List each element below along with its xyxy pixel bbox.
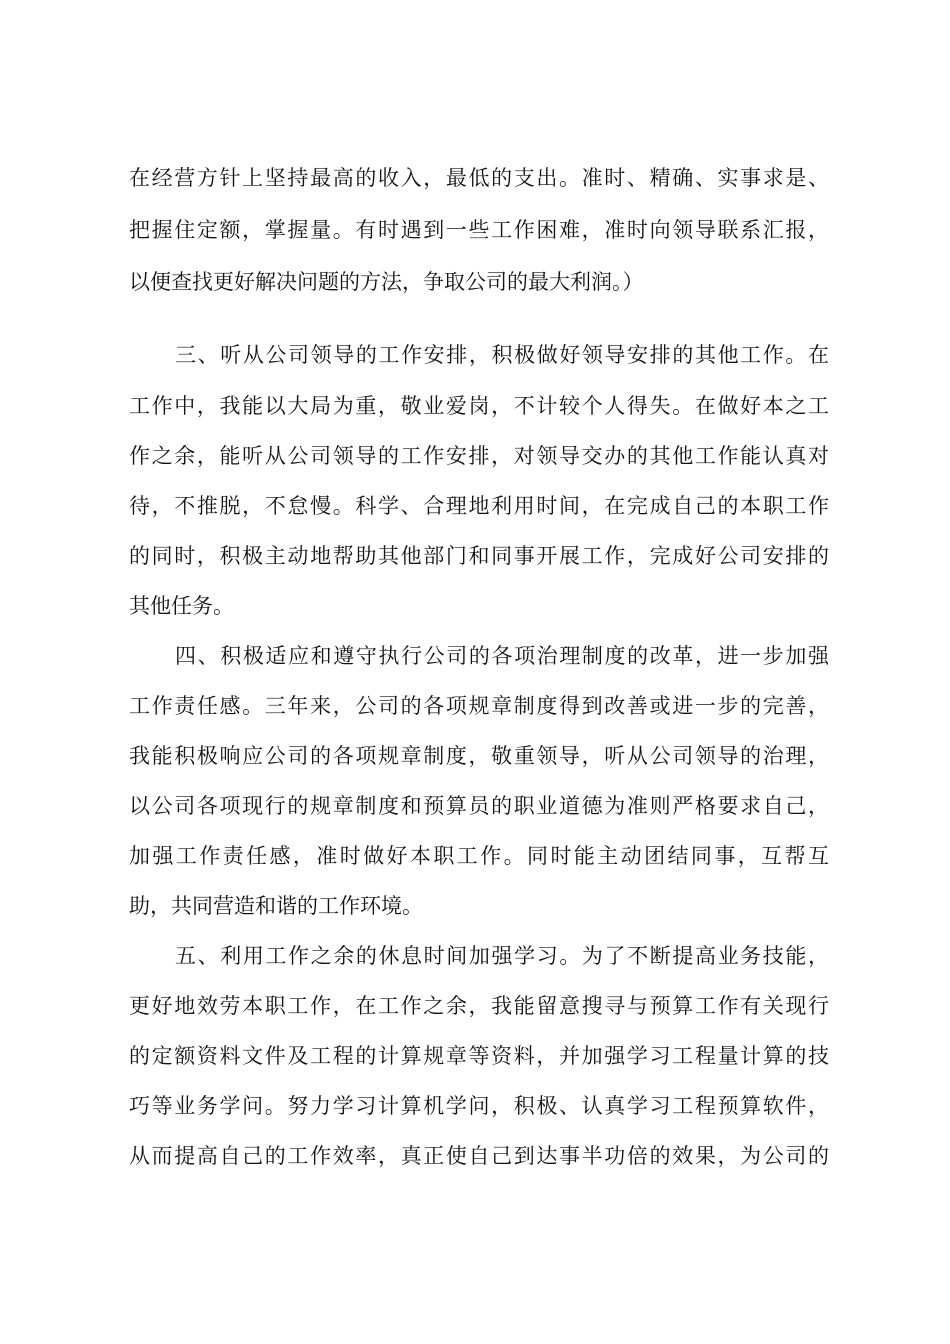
paragraph-line: 其他任务。: [129, 594, 234, 618]
paragraph-line: 把握住定额，掌握量。有时遇到一些工作困难，准时向领导联系汇报，: [129, 218, 829, 242]
paragraph-line: 在经营方针上坚持最高的收入，最低的支出。准时、精确、实事求是、: [129, 166, 829, 190]
paragraph-line: 待，不推脱，不怠慢。科学、合理地利用时间，在完成自己的本职工作: [129, 494, 829, 518]
paragraph-first-line: 四、积极适应和遵守执行公司的各项治理制度的改革，进一步加强: [175, 644, 829, 668]
paragraph-first-line: 三、听从公司领导的工作安排，积极做好领导安排的其他工作。在: [175, 343, 829, 367]
paragraph-line: 工作中，我能以大局为重，敬业爱岗，不计较个人得失。在做好本之工: [129, 394, 829, 418]
paragraph-line: 从而提高自己的工作效率，真正使自己到达事半功倍的效果，为公司的: [129, 1144, 829, 1168]
paragraph-line: 的同时，积极主动地帮助其他部门和同事开展工作，完成好公司安排的: [129, 544, 829, 568]
paragraph-line: 加强工作责任感，准时做好本职工作。同时能主动团结同事，互帮互: [129, 844, 829, 868]
paragraph-line: 我能积极响应公司的各项规章制度，敬重领导，听从公司领导的治理，: [129, 744, 829, 768]
paragraph-line: 以公司各项现行的规章制度和预算员的职业道德为准则严格要求自己，: [129, 794, 829, 818]
paragraph-line: 的定额资料文件及工程的计算规章等资料，并加强学习工程量计算的技: [129, 1044, 829, 1068]
paragraph-line: 作之余，能听从公司领导的工作安排，对领导交办的其他工作能认真对: [129, 444, 829, 468]
paragraph-line: 工作责任感。三年来，公司的各项规章制度得到改善或进一步的完善，: [129, 694, 829, 718]
paragraph-line: 更好地效劳本职工作，在工作之余，我能留意搜寻与预算工作有关现行: [129, 994, 829, 1018]
paragraph-line: 助，共同营造和谐的工作环境。: [129, 894, 423, 918]
paragraph-line: 以便查找更好解决问题的方法，争取公司的最大利润。）: [129, 270, 644, 294]
paragraph-line: 巧等业务学问。努力学习计算机学问，积极、认真学习工程预算软件，: [129, 1094, 829, 1118]
paragraph-first-line: 五、利用工作之余的休息时间加强学习。为了不断提高业务技能，: [175, 944, 829, 968]
